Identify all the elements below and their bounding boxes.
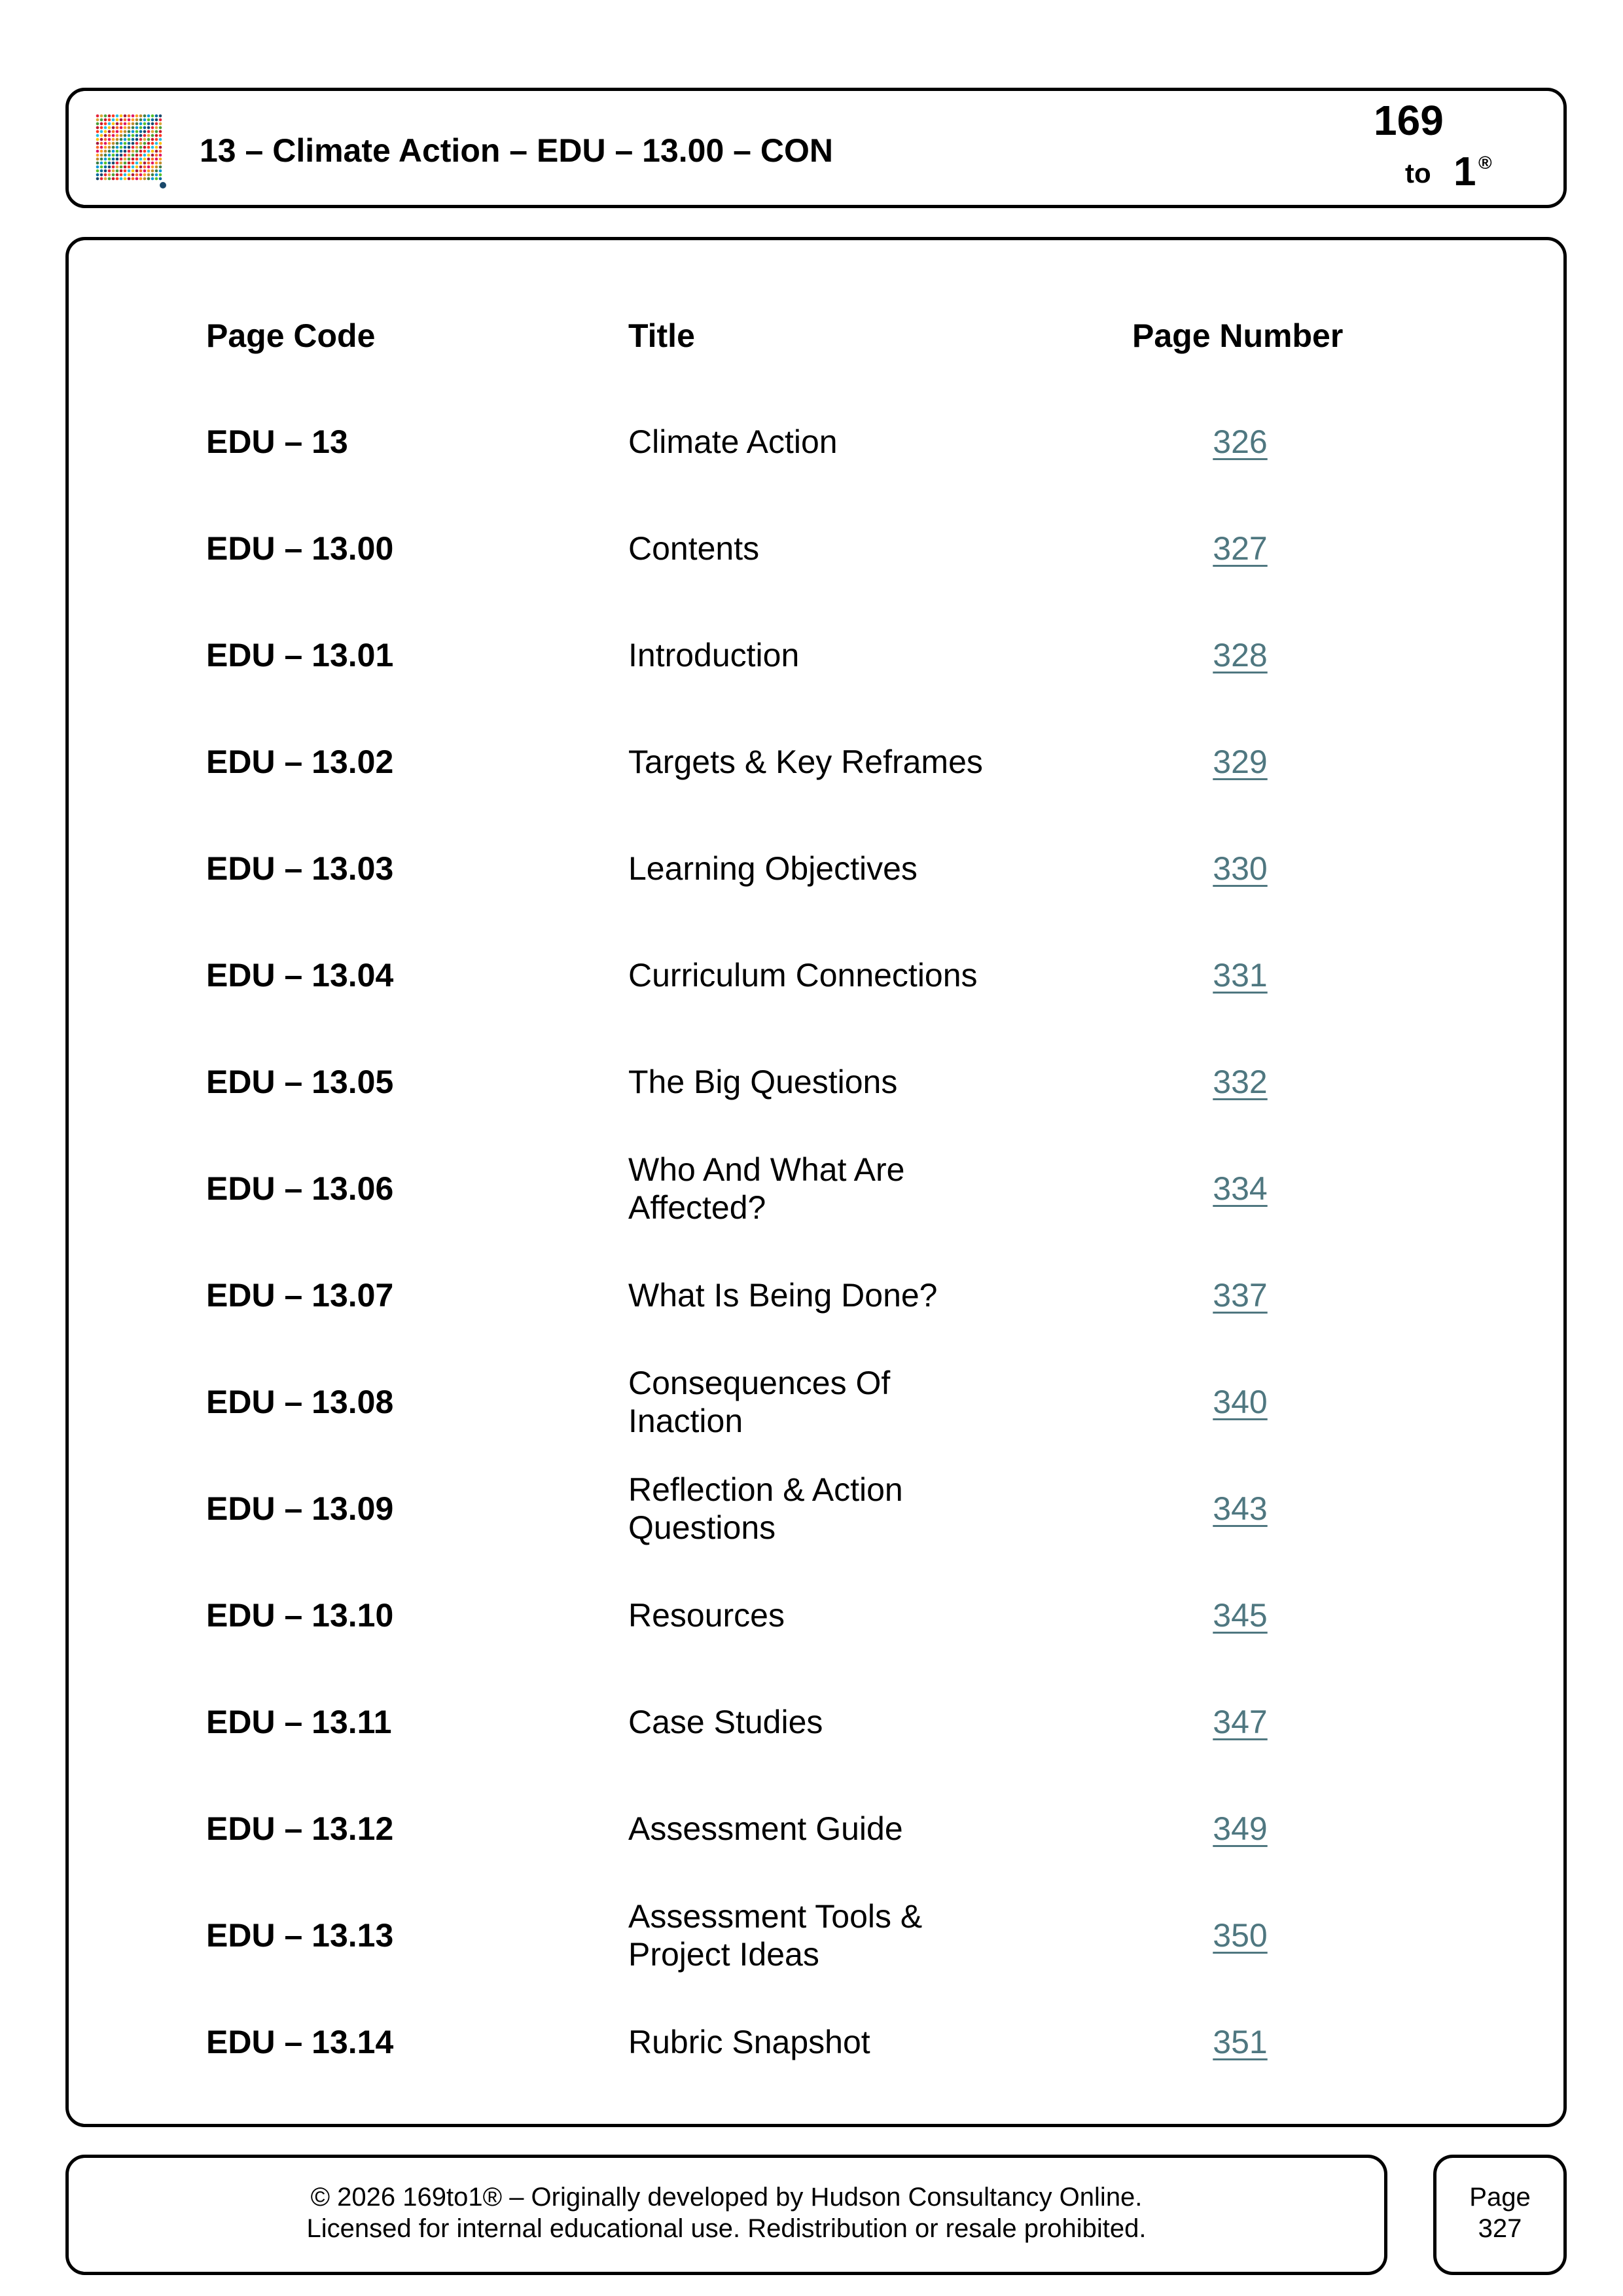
page-number-link[interactable]: 340: [1213, 1384, 1268, 1420]
column-header-page-number: Page Number: [1132, 317, 1344, 354]
row-page-code: EDU – 13.13: [206, 1917, 394, 1954]
row-page-code: EDU – 13.11: [206, 1704, 392, 1740]
brand-number: 169: [1374, 97, 1444, 144]
row-page-code: EDU – 13.00: [206, 530, 394, 567]
row-page-code: EDU – 13.10: [206, 1597, 394, 1634]
footer-text: [69, 2181, 1384, 2244]
row-title: Contents: [628, 530, 760, 567]
page-header: [65, 88, 1567, 208]
row-title: Climate Action: [628, 423, 838, 460]
row-page-code: EDU – 13.04: [206, 957, 394, 994]
row-title: Who And What Are Affected?: [628, 1151, 905, 1226]
brand-to: to: [1405, 158, 1431, 188]
row-page-code: EDU – 13.12: [206, 1810, 394, 1847]
copyright-line: © 2026 169to1® – Originally developed by Hudson Consultancy Online.: [310, 2183, 1143, 2212]
brand-one: 1: [1454, 149, 1476, 194]
row-page-code: EDU – 13.09: [206, 1490, 394, 1527]
column-header-page-code: Page Code: [206, 317, 376, 354]
column-header-title: Title: [628, 317, 695, 354]
dot-grid-logo-icon: [95, 113, 167, 189]
row-title: Learning Objectives: [628, 850, 918, 887]
page-number-link[interactable]: 351: [1213, 2024, 1268, 2060]
row-title: Reflection & Action Questions: [628, 1471, 903, 1546]
page-number-link[interactable]: 330: [1213, 850, 1268, 887]
row-page-code: EDU – 13.06: [206, 1170, 394, 1207]
page-number-link[interactable]: 345: [1213, 1597, 1268, 1634]
page-number-link[interactable]: 343: [1213, 1490, 1268, 1527]
row-title: Resources: [628, 1597, 785, 1634]
row-title: Curriculum Connections: [628, 957, 978, 994]
page-number-link[interactable]: 349: [1213, 1810, 1268, 1847]
page-number-link[interactable]: 331: [1213, 957, 1268, 994]
document-title: 13 – Climate Action – EDU – 13.00 – CON: [200, 132, 833, 169]
page-number-box: [1433, 2155, 1567, 2275]
row-title: Assessment Guide: [628, 1810, 903, 1847]
row-title: Rubric Snapshot: [628, 2024, 870, 2060]
row-page-code: EDU – 13.03: [206, 850, 394, 887]
row-title: Consequences Of Inaction: [628, 1365, 891, 1439]
page-number-link[interactable]: 326: [1213, 423, 1268, 460]
row-title: The Big Questions: [628, 1064, 898, 1100]
contents-table: [65, 237, 1567, 2127]
page-label: Page: [1469, 2183, 1531, 2212]
page-number-link[interactable]: 347: [1213, 1704, 1268, 1740]
license-line: Licensed for internal educational use. Redistribution or resale prohibited.: [306, 2214, 1147, 2243]
row-title: Targets & Key Reframes: [628, 744, 983, 780]
row-page-code: EDU – 13.07: [206, 1277, 394, 1314]
page-number-link[interactable]: 327: [1213, 530, 1268, 567]
row-page-code: EDU – 13.01: [206, 637, 394, 673]
row-page-code: EDU – 13.05: [206, 1064, 394, 1100]
page-number-link[interactable]: 329: [1213, 744, 1268, 780]
page-number-link[interactable]: 332: [1213, 1064, 1268, 1100]
page-number: 327: [1478, 2214, 1522, 2243]
page-number-link[interactable]: 350: [1213, 1917, 1268, 1954]
row-page-code: EDU – 13.02: [206, 744, 394, 780]
brand-registered-mark: ®: [1478, 152, 1492, 173]
row-title: Introduction: [628, 637, 800, 673]
row-page-code: EDU – 13: [206, 423, 348, 460]
brand-logo: [1374, 95, 1505, 206]
row-page-code: EDU – 13.14: [206, 2024, 394, 2060]
page-number-link[interactable]: 337: [1213, 1277, 1268, 1314]
row-page-code: EDU – 13.08: [206, 1384, 394, 1420]
row-title: Assessment Tools & Project Ideas: [628, 1898, 923, 1973]
page-number-link[interactable]: 328: [1213, 637, 1268, 673]
row-title: Case Studies: [628, 1704, 823, 1740]
row-title: What Is Being Done?: [628, 1277, 938, 1314]
page-footer: [65, 2155, 1387, 2275]
page-number-link[interactable]: 334: [1213, 1170, 1268, 1207]
